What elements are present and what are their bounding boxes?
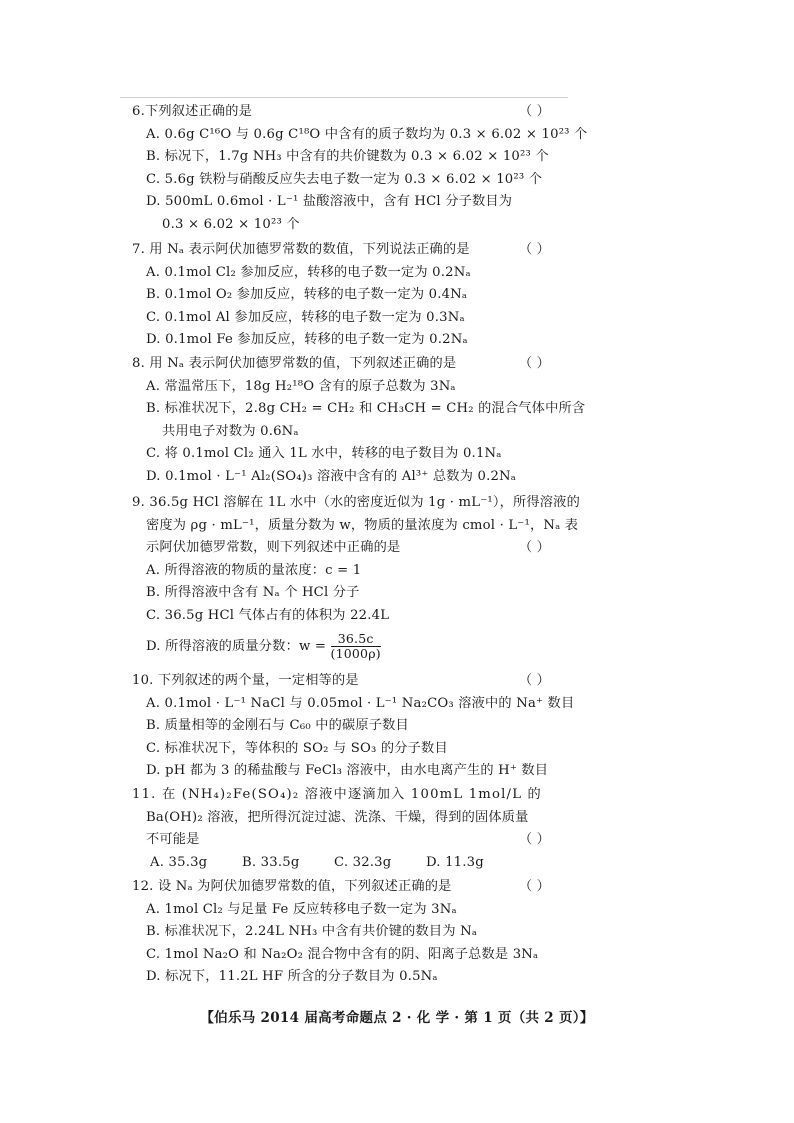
question-stem: 8. 用 Nₐ 表示阿伏加德罗常数的值，下列叙述正确的是 （ ） <box>132 353 572 376</box>
option-a: A. 所得溶液的物质的量浓度：c = 1 <box>146 562 362 578</box>
answer-parens: （ ） <box>518 104 550 119</box>
question-stem: 11. 在 (NH₄)₂Fe(SO₄)₂ 溶液中逐滴加入 100mL 1mol/L 的 <box>132 787 542 802</box>
option-b: B. 所得溶液中含有 Nₐ 个 HCl 分子 <box>146 585 360 601</box>
option-a: A. 0.6g C¹⁶O 与 0.6g C¹⁸O 中含有的质子数均为 0.3 × 6.02 × 10²³ 个 <box>146 126 588 142</box>
question-stem: 7. 用 Nₐ 表示阿伏加德罗常数的数值，下列说法正确的是 （ ） <box>132 239 572 262</box>
option-d: D. 500mL 0.6mol · L⁻¹ 盐酸溶液中，含有 HCl 分子数目为 <box>146 194 513 210</box>
question-stem-continued: 不可能是 （ ） <box>132 829 572 852</box>
option-d: D. 所得溶液的质量分数：w = $\frac{36.5c}{(1000\rho)}$ <box>146 630 381 661</box>
option-b: B. 标况下，1.7g NH₃ 中含有的共价键数为 0.3 × 6.02 × 10²³ 个 <box>146 149 549 165</box>
page-footer: 【伯乐马 2014 届高考命题点 2 · 化 学 · 第 1 页（共 2 页）】 <box>200 1010 594 1026</box>
question-stem: 10. 下列叙述的两个量，一定相等的是 （ ） <box>132 670 572 693</box>
option-c: C. 将 0.1mol Cl₂ 通入 1L 水中，转移的电子数目为 0.1Nₐ <box>146 446 502 462</box>
question-stem: 6.下列叙述正确的是 （ ） <box>132 101 572 124</box>
answer-parens: （ ） <box>518 879 550 894</box>
question-11 <box>132 784 572 874</box>
option-b: B. 质量相等的金刚石与 C₆₀ 中的碳原子数目 <box>146 718 409 734</box>
option-d: D. 标况下，11.2L HF 所含的分子数目为 0.5Nₐ <box>146 969 438 985</box>
option-a: A. 常温常压下，18g H₂¹⁸O 含有的原子总数为 3Nₐ <box>146 378 456 394</box>
answer-parens: （ ） <box>518 832 550 848</box>
answer-parens: （ ） <box>518 540 550 556</box>
option-a: A. 35.3g <box>150 854 208 870</box>
question-7 <box>132 239 572 352</box>
answer-parens: （ ） <box>518 242 550 257</box>
question-6 <box>132 101 588 237</box>
option-d-continued: 0.3 × 6.02 × 10²³ 个 <box>162 216 300 232</box>
option-c: C. 32.3g <box>334 854 392 870</box>
option-d: D. 0.1mol Fe 参加反应，转移的电子数一定为 0.2Nₐ <box>146 332 468 348</box>
question-12 <box>132 876 572 989</box>
option-b: B. 0.1mol O₂ 参加反应，转移的电子数一定为 0.4Nₐ <box>146 287 468 303</box>
question-stem-continued: 示阿伏加德罗常数，则下列叙述中正确的是 （ ） <box>132 537 572 560</box>
options-row <box>132 852 572 875</box>
fraction <box>331 632 381 661</box>
option-a: A. 1mol Cl₂ 与足量 Fe 反应转移电子数一定为 3Nₐ <box>146 901 457 917</box>
option-b: B. 33.5g <box>242 854 300 870</box>
question-stem: 9. 36.5g HCl 溶解在 1L 水中（水的密度近似为 1g · mL⁻¹），所得溶液的 <box>132 495 580 510</box>
option-c: C. 0.1mol Al 参加反应，转移的电子数一定为 0.3Nₐ <box>146 309 465 325</box>
question-stem-continued: Ba(OH)₂ 溶液，把所得沉淀过滤、洗涤、干燥，得到的固体质量 <box>146 809 529 825</box>
option-b: B. 标准状况下，2.24L NH₃ 中含有共价键的数目为 Nₐ <box>146 924 478 940</box>
option-d: D. 11.3g <box>426 854 484 870</box>
question-stem-continued: 密度为 ρg · mL⁻¹，质量分数为 w，物质的量浓度为 cmol · L⁻¹，Nₐ 表 <box>146 517 579 533</box>
fraction-numerator: 36.5c <box>331 632 381 647</box>
option-d: D. 0.1mol · L⁻¹ Al₂(SO₄)₃ 溶液中含有的 Al³⁺ 总数为 0.2Nₐ <box>146 468 517 484</box>
option-d: D. pH 都为 3 的稀盐酸与 FeCl₃ 溶液中，由水电离产生的 H⁺ 数目 <box>146 763 549 779</box>
option-b: B. 标准状况下，2.8g CH₂ = CH₂ 和 CH₃CH = CH₂ 的混合气体中所含 <box>146 401 586 417</box>
answer-parens: （ ） <box>518 356 550 371</box>
question-9 <box>132 492 580 662</box>
option-c: C. 标准状况下，等体积的 SO₂ 与 SO₃ 的分子数目 <box>146 740 448 756</box>
fraction-denominator: (1000ρ) <box>330 645 381 661</box>
option-c: C. 1mol Na₂O 和 Na₂O₂ 混合物中含有的阴、阳离子总数是 3Nₐ <box>146 946 539 962</box>
question-8 <box>132 353 586 489</box>
question-10 <box>132 670 575 783</box>
option-c: C. 5.6g 铁粉与硝酸反应失去电子数一定为 0.3 × 6.02 × 10²³ 个 <box>146 171 543 187</box>
answer-parens: （ ） <box>518 673 550 688</box>
option-a: A. 0.1mol Cl₂ 参加反应，转移的电子数一定为 0.2Nₐ <box>146 264 471 280</box>
option-c: C. 36.5g HCl 气体占有的体积为 22.4L <box>146 607 390 623</box>
option-a: A. 0.1mol · L⁻¹ NaCl 与 0.05mol · L⁻¹ Na₂CO₃ 溶液中的 Na⁺ 数目 <box>146 695 575 711</box>
header-rule <box>120 97 568 98</box>
question-stem: 12. 设 Nₐ 为阿伏加德罗常数的值，下列叙述正确的是 （ ） <box>132 876 572 899</box>
option-b-continued: 共用电子对数为 0.6Nₐ <box>162 423 299 439</box>
